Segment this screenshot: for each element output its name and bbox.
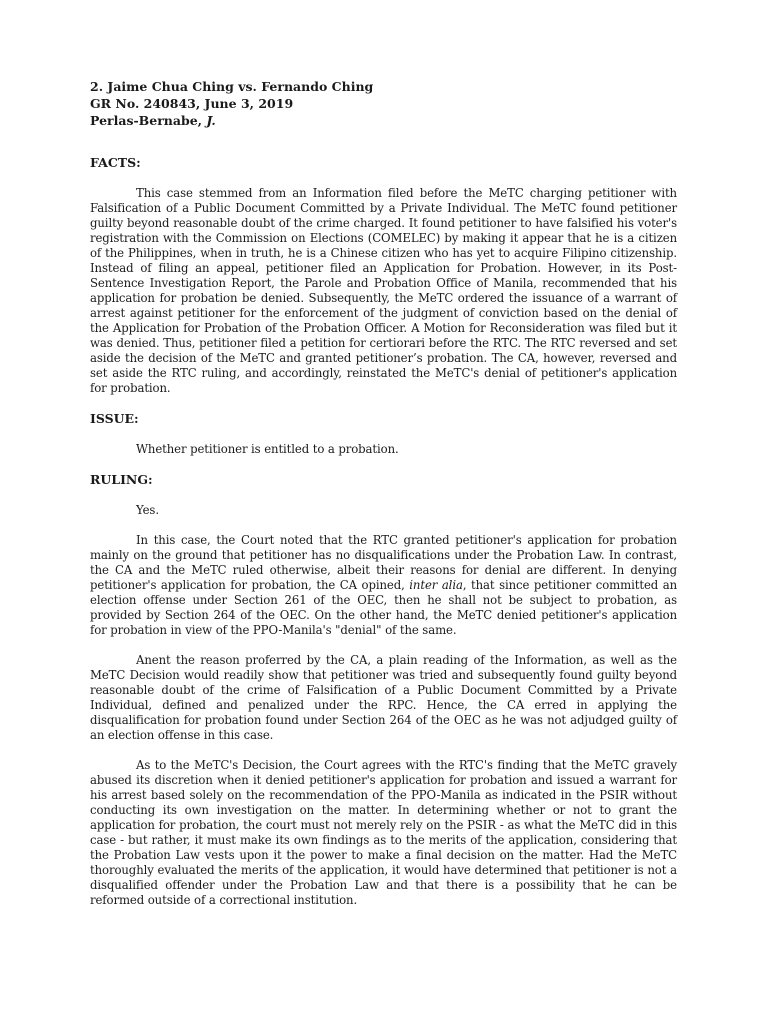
- ponente-suffix: J.: [206, 113, 216, 128]
- ruling-p1-before: In this case, the Court noted that the RTC granted petitioner's application for probation mainly on the ground that petitioner has no disqualifications under the Probation Law. In contrast, the CA and the MeTC ruled otherwise, albeit their reasons for denial are different. In denying petitioner's application for probation, the CA opined,: [90, 533, 677, 592]
- ruling-p1-italic: inter alia: [409, 578, 463, 592]
- ruling-p1-after: , that since petitioner committed an election offense under Section 261 of the OEC, then he shall not be subject to probation, as provided by Section 264 of the OEC. On the other hand, the MeTC denied petitioner's application for probation in view of the PPO-Manila's "denial" of the same.: [90, 578, 677, 637]
- gr-number: GR No. 240843, June 3, 2019: [90, 96, 294, 111]
- ruling-answer: Yes.: [136, 503, 159, 517]
- ruling-paragraph-1: [90, 533, 677, 638]
- ruling-paragraph-2: Anent the reason proferred by the CA, a plain reading of the Information, as well as the MeTC Decision would readily show that petitioner was tried and subsequently found guilty beyond reasonable doubt of the crime of Falsification of a Public Document Committed by a Private Individual, defined and penalized under the RPC. Hence, the CA erred in applying the disqualification for probation found under Section 264 of the OEC as he was not adjudged guilty of an election offense in this case.: [90, 653, 677, 742]
- facts-heading: FACTS:: [90, 155, 141, 170]
- facts-paragraph: This case stemmed from an Information filed before the MeTC charging petitioner with Falsification of a Public Document Committed by a Private Individual. The MeTC found petitioner guilty beyond reasonable doubt of the crime charged. It found petitioner to have falsified his voter's registration with the Commission on Elections (COMELEC) by making it appear that he is a citizen of the Philippines, when in truth, he is a Chinese citizen who has yet to acquire Filipino citizenship. Instead of filing an appeal, petitioner filed an Application for Probation. However, in its Post-Sentence Investigation Report, the Parole and Probation Office of Manila, recommended that his application for probation be denied. Subsequently, the MeTC ordered the issuance of a warrant of arrest against petitioner for the enforcement of the judgment of conviction based on the denial of the Application for Probation of the Probation Officer. A Motion for Reconsideration was filed but it was denied. Thus, petitioner filed a petition for certiorari before the RTC. The RTC reversed and set aside the decision of the MeTC and granted petitioner’s probation. The CA, however, reversed and set aside the RTC ruling, and accordingly, reinstated the MeTC's denial of petitioner's application for probation.: [90, 186, 677, 395]
- case-title: 2. Jaime Chua Ching vs. Fernando Ching: [90, 79, 374, 94]
- issue-heading: ISSUE:: [90, 411, 139, 426]
- issue-paragraph: Whether petitioner is entitled to a probation.: [136, 442, 399, 456]
- ruling-paragraph-3: As to the MeTC's Decision, the Court agrees with the RTC's finding that the MeTC gravely abused its discretion when it denied petitioner's application for probation and issued a warrant for his arrest based solely on the recommendation of the PPO-Manila as indicated in the PSIR without conducting its own investigation on the matter. In determining whether or not to grant the application for probation, the court must not merely rely on the PSIR - as what the MeTC did in this case - but rather, it must make its own findings as to the merits of the application, considering that the Probation Law vests upon it the power to make a final decision on the matter. Had the MeTC thoroughly evaluated the merits of the application, it would have determined that petitioner is not a disqualified offender under the Probation Law and that there is a possibility that he can be reformed outside of a correctional institution.: [90, 758, 677, 907]
- ponente: [90, 112, 677, 129]
- document-page: [90, 78, 677, 908]
- ruling-heading: RULING:: [90, 472, 153, 487]
- ponente-name: Perlas-Bernabe,: [90, 113, 207, 128]
